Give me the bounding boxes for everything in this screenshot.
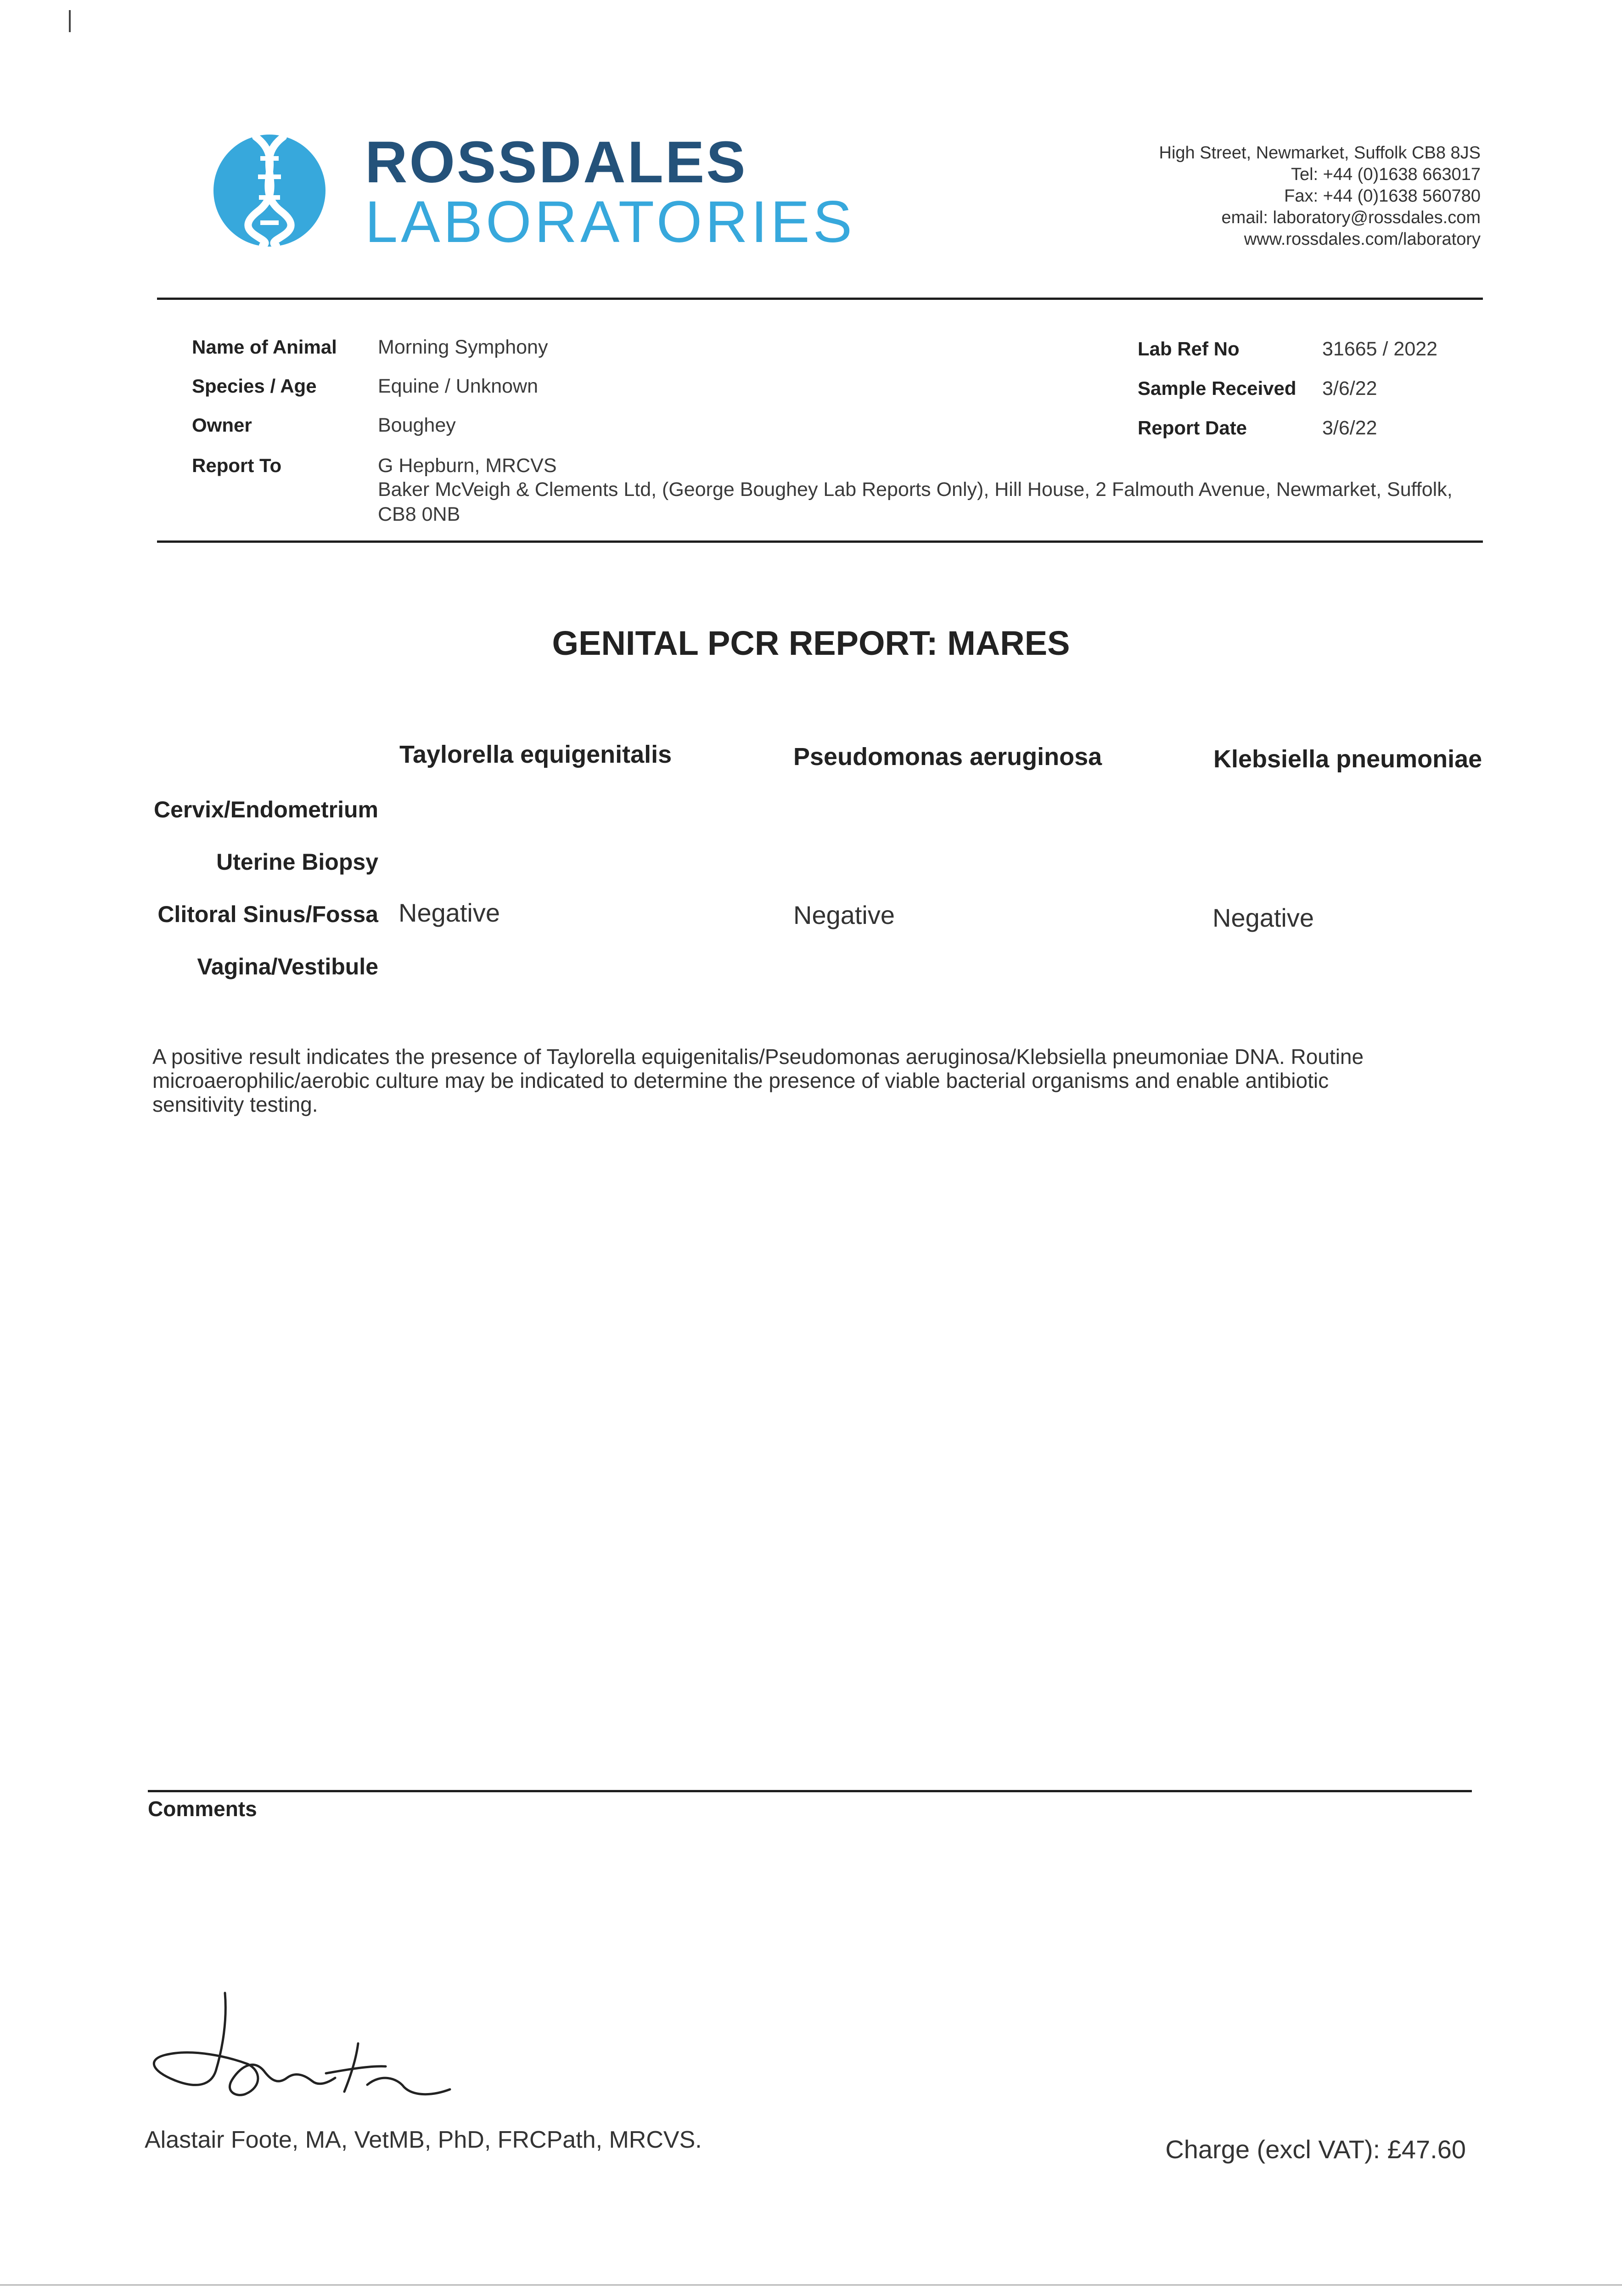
lab-ref-label: Lab Ref No [1138, 338, 1240, 360]
report-date-value: 3/6/22 [1322, 417, 1377, 439]
dna-helix-icon [212, 133, 327, 248]
signature [147, 1979, 496, 2117]
report-to-line2: Baker McVeigh & Clements Ltd, (George Boughey Lab Reports Only), Hill House, 2 Falmouth Avenue, Newmarket, Suffolk, [378, 478, 1453, 501]
report-title: GENITAL PCR REPORT: MARES [552, 624, 1070, 662]
contact-block [1159, 142, 1481, 250]
details-divider [157, 540, 1483, 543]
sample-received-label: Sample Received [1138, 377, 1296, 399]
species-value: Equine / Unknown [378, 375, 538, 397]
report-date-label: Report Date [1138, 417, 1247, 439]
row-label-cervix: Cervix/Endometrium [153, 797, 378, 822]
animal-name: Morning Symphony [378, 336, 548, 358]
report-to-label: Report To [192, 455, 282, 476]
margin-mark [69, 10, 71, 32]
comments-divider [148, 1790, 1472, 1792]
note-line3: sensitivity testing. [152, 1092, 318, 1116]
owner-value: Boughey [378, 414, 456, 436]
signer-name: Alastair Foote, MA, VetMB, PhD, FRCPath, MRCVS. [145, 2127, 702, 2153]
brand-name-line1: ROSSDALES [365, 129, 747, 195]
sample-received-value: 3/6/22 [1322, 377, 1377, 400]
header-divider [157, 298, 1483, 300]
row-label-vagina: Vagina/Vestibule [197, 954, 378, 979]
result-clitoral-klebsiella: Negative [1212, 903, 1314, 932]
note-line1: A positive result indicates the presence of Taylorella equigenitalis/Pseudomonas aeruginosa/Klebsiella pneumoniae DNA. Routine [152, 1045, 1364, 1069]
brand-name-line2: LABORATORIES [365, 189, 855, 255]
result-clitoral-pseudomonas: Negative [793, 900, 895, 929]
column-header-klebsiella: Klebsiella pneumoniae [1213, 745, 1482, 773]
row-label-uterine-biopsy: Uterine Biopsy [216, 849, 378, 875]
interpretation-note [152, 1045, 1484, 1116]
name-label: Name of Animal [192, 336, 337, 358]
contact-fax: Fax: +44 (0)1638 560780 [1284, 186, 1481, 206]
contact-tel: Tel: +44 (0)1638 663017 [1291, 165, 1481, 184]
column-header-taylorella: Taylorella equigenitalis [399, 741, 672, 768]
row-label-clitoral-sinus: Clitoral Sinus/Fossa [157, 901, 378, 927]
result-clitoral-taylorella: Negative [398, 898, 500, 927]
report-to-line1: G Hepburn, MRCVS [378, 455, 557, 477]
comments-label: Comments [148, 1797, 257, 1821]
owner-label: Owner [192, 414, 252, 436]
species-label: Species / Age [192, 375, 317, 397]
contact-web: www.rossdales.com/laboratory [1244, 230, 1481, 249]
column-header-pseudomonas: Pseudomonas aeruginosa [793, 743, 1102, 771]
lab-ref-value: 31665 / 2022 [1322, 338, 1438, 360]
charge-amount: Charge (excl VAT): £47.60 [1165, 2135, 1466, 2164]
contact-email: email: laboratory@rossdales.com [1221, 208, 1481, 227]
note-line2: microaerophilic/aerobic culture may be indicated to determine the presence of viable bacterial organisms and enable antibiotic [152, 1069, 1329, 1092]
contact-address: High Street, Newmarket, Suffolk CB8 8JS [1159, 143, 1481, 163]
report-to-line3: CB8 0NB [378, 503, 460, 525]
